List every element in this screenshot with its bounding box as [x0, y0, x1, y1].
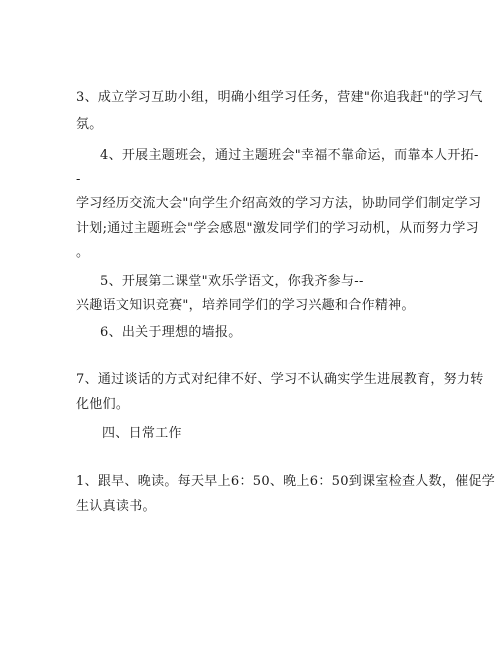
- paragraph-4-line-4: 计划;通过主题班会"学会感恩"激发同学们的学习动机，从而努力学习: [76, 221, 479, 236]
- paragraph-4-line-5: 。: [76, 245, 90, 260]
- paragraph-4-line-3: 学习经历交流大会"向学生介绍高效的学习方法，协助同学们制定学习: [76, 196, 482, 211]
- paragraph-4-line-2: -: [76, 172, 81, 187]
- paragraph-5-line-2: 兴趣语文知识竞赛"，培养同学们的学习兴趣和合作精神。: [76, 298, 415, 313]
- daily-item-1-line-1: 1、跟早、晚读。每天早上6：50、晚上6：50到课室检查人数，催促学: [76, 474, 496, 489]
- paragraph-7-line-2: 化他们。: [76, 397, 130, 412]
- paragraph-4-line-1: 4、开展主题班会，通过主题班会"幸福不靠命运，而靠本人开拓-: [100, 148, 479, 163]
- paragraph-7-line-1: 7、通过谈话的方式对纪律不好、学习不认确实学生进展教育，努力转: [76, 372, 484, 387]
- daily-item-1-line-2: 生认真读书。: [76, 499, 156, 514]
- paragraph-3-line-1: 3、成立学习互助小组，明确小组学习任务，营建"你追我赶"的学习气: [76, 90, 483, 105]
- paragraph-5-line-1: 5、开展第二课堂"欢乐学语文，你我齐参与--: [100, 274, 364, 289]
- paragraph-3-line-2: 氛。: [76, 117, 103, 132]
- section-heading-daily-work: 四、日常工作: [102, 426, 182, 441]
- paragraph-6-line-1: 6、出关于理想的墙报。: [100, 325, 242, 340]
